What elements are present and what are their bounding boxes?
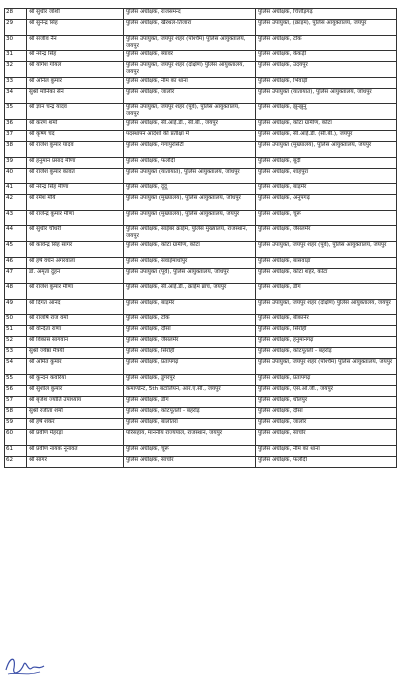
current-posting: पुलिस अधीक्षक, डीग: [124, 396, 256, 407]
current-posting: पुलिस अधीक्षक, कोटपूतली - बहरोड़: [124, 407, 256, 418]
officer-name: श्री अनिल कुमार: [27, 77, 124, 88]
table-row: [5, 407, 397, 418]
table-row: [5, 62, 397, 78]
new-posting: पुलिस अधीक्षक, टोंक: [256, 35, 397, 51]
table-row: [5, 226, 397, 242]
row-number: 36: [5, 119, 27, 130]
row-number: 60: [5, 429, 27, 445]
current-posting: पुलिस अधीक्षक, फलौदी: [124, 157, 256, 168]
current-posting: पुलिस अधीक्षक, ब्यावर: [124, 51, 256, 62]
current-posting: पुलिस अधीक्षक, सिरोही: [124, 348, 256, 359]
row-number: 31: [5, 51, 27, 62]
table-row: [5, 315, 397, 326]
new-posting: पुलिस अधीक्षक, नीम का थाना: [256, 445, 397, 456]
table-row: [5, 359, 397, 375]
new-posting: पुलिस अधीक्षक, चित्तौड़गढ़: [256, 9, 397, 20]
row-number: 46: [5, 257, 27, 268]
table-row: [5, 20, 397, 36]
row-number: 45: [5, 241, 27, 257]
row-number: 40: [5, 168, 27, 184]
row-number: 57: [5, 396, 27, 407]
table-row: [5, 9, 397, 20]
row-number: 34: [5, 88, 27, 104]
table-row: [5, 157, 397, 168]
new-posting: पुलिस अधीक्षक, बांसवाड़ा: [256, 257, 397, 268]
table-row: [5, 88, 397, 104]
officer-name: श्री दिगंत आनंद: [27, 299, 124, 315]
officer-name: श्री राजेन्द्र कुमार मीणा: [27, 210, 124, 226]
table-row: [5, 119, 397, 130]
table-row: [5, 141, 397, 157]
current-posting: पुलिस अधीक्षक, टोंक: [124, 315, 256, 326]
current-posting: पुलिस अधीक्षक, जालोर: [124, 88, 256, 104]
officer-name: श्री राजेश कुमार यादव: [27, 141, 124, 157]
current-posting: पुलिस अधीक्षक, कोटा ग्रामीण, कोटा: [124, 241, 256, 257]
row-number: 51: [5, 326, 27, 337]
current-posting: पुलिस अधीक्षक, नीम का थाना: [124, 77, 256, 88]
new-posting: पुलिस अधीक्षक, भिवाड़ी: [256, 77, 397, 88]
officer-name: श्री सुशील कुमार: [27, 385, 124, 396]
table-row: [5, 195, 397, 211]
new-posting: पुलिस अधीक्षक, शाहपुरा: [256, 168, 397, 184]
current-posting: पुलिस अधीक्षक, दूदू: [124, 184, 256, 195]
officer-name: श्री योगेश गोयल: [27, 62, 124, 78]
officer-name: श्री वन्दिता राणा: [27, 326, 124, 337]
table-row: [5, 299, 397, 315]
new-posting: पुलिस उपायुक्त (मुख्यालय), पुलिस आयुक्तालय, जयपुर: [256, 141, 397, 157]
officer-name: श्री कृष्ण चंद: [27, 130, 124, 141]
officer-name: श्री रमेश मौर्य: [27, 195, 124, 211]
officer-name: श्री कुन्दन कंवरिया: [27, 374, 124, 385]
table-row: [5, 396, 397, 407]
new-posting: पुलिस अधीक्षक, उदयपुर: [256, 62, 397, 78]
table-row: [5, 184, 397, 195]
new-posting: पुलिस अधीक्षक, कोटा ग्रामीण, कोटा: [256, 119, 397, 130]
officer-name: सुश्री रंजीता शर्मा: [27, 407, 124, 418]
new-posting: पुलिस अधीक्षक, बाड़मेर: [256, 184, 397, 195]
current-posting: पुलिस अधीक्षक, सी.आई.डी., क्राईम ब्रांच, जयपुर: [124, 284, 256, 300]
table-row: [5, 445, 397, 456]
row-number: 53: [5, 348, 27, 359]
new-posting: पुलिस अधीक्षक, धौलपुर: [256, 396, 397, 407]
officer-name: श्री राजेश कुमार मीणा: [27, 284, 124, 300]
table-row: [5, 241, 397, 257]
current-posting: परिसहाय, माननीय राज्यपाल, राजस्थान, जयपुर: [124, 429, 256, 445]
table-row: [5, 348, 397, 359]
officer-name: श्री नरेन्द्र सिंह: [27, 51, 124, 62]
officer-name: श्री ज्ञान चन्द्र यादव: [27, 104, 124, 120]
row-number: 41: [5, 184, 27, 195]
current-posting: पुलिस अधीक्षक, साईबर क्राईम, पुलिस मुख्यालय, राजस्थान, जयपुर: [124, 226, 256, 242]
current-posting: पुलिस अधीक्षक, दौसा: [124, 326, 256, 337]
current-posting: पदस्थापन आदेशों की प्रतीक्षा में: [124, 130, 256, 141]
current-posting: पुलिस अधीक्षक, डूंगरपुर: [124, 374, 256, 385]
table-row: [5, 374, 397, 385]
new-posting: पुलिस उपायुक्त, जयपुर शहर (पश्चिम) पुलिस आयुक्तालय, जयपुर: [256, 359, 397, 375]
officer-name: श्री हर्ष शंकर: [27, 418, 124, 429]
current-posting: पुलिस अधीक्षक, जैसलमेर: [124, 337, 256, 348]
row-number: 47: [5, 268, 27, 284]
table-row: [5, 418, 397, 429]
current-posting: पुलिस अधीक्षक, गंगापुरसिटी: [124, 141, 256, 157]
new-posting: पुलिस अधीक्षक, चूरू: [256, 210, 397, 226]
row-number: 55: [5, 374, 27, 385]
new-posting: पुलिस अधीक्षक, कोटा शहर, कोटा: [256, 268, 397, 284]
current-posting: पुलिस अधीक्षक, प्रतापगढ़: [124, 359, 256, 375]
new-posting: पुलिस उपायुक्त, जयपुर शहर (पूर्व), पुलिस आयुक्तालय, जयपुर: [256, 241, 397, 257]
current-posting: पुलिस अधीक्षक, सवाईमाधोपुर: [124, 257, 256, 268]
new-posting: पुलिस अधीक्षक, कोटपूतली - बहरोड़: [256, 348, 397, 359]
current-posting: पुलिस उपायुक्त, जयपुर शहर (पूर्व), पुलिस आयुक्तालय, जयपुर: [124, 104, 256, 120]
new-posting: पुलिस अधीक्षक, बूंदी: [256, 157, 397, 168]
row-number: 35: [5, 104, 27, 120]
table-row: [5, 210, 397, 226]
table-row: [5, 257, 397, 268]
transfer-table: [4, 8, 397, 468]
current-posting: पुलिस अधीक्षक, चूरू: [124, 445, 256, 456]
current-posting: पुलिस उपायुक्त (मुख्यालय), पुलिस आयुक्तालय, जयपुर: [124, 210, 256, 226]
table-row: [5, 104, 397, 120]
table-row: [5, 268, 397, 284]
row-number: 43: [5, 210, 27, 226]
current-posting: पुलिस अधीक्षक, बाड़मेर: [124, 299, 256, 315]
new-posting: पुलिस उपायुक्त, जयपुर शहर (दक्षिण) पुलिस आयुक्तालय, जयपुर: [256, 299, 397, 315]
officer-name: श्री कावेन्द्र सिंह सागर: [27, 241, 124, 257]
row-number: 30: [5, 35, 27, 51]
table-row: [5, 456, 397, 467]
current-posting: पुलिस अधीक्षक, खैरथल-तिजारा: [124, 20, 256, 36]
new-posting: पुलिस उपायुक्त, (क्राइम), पुलिस आयुक्तालय, जयपुर: [256, 20, 397, 36]
officer-name: श्री प्रवीण नायक नूनावत: [27, 445, 124, 456]
current-posting: पुलिस अधीक्षक, राजसमन्द: [124, 9, 256, 20]
current-posting: पुलिस अधीक्षक, सी.आई.डी., सी.बी., जयपुर: [124, 119, 256, 130]
new-posting: पुलिस अधीक्षक, फलौदी: [256, 456, 397, 467]
row-number: 62: [5, 456, 27, 467]
officer-name: सुश्री ज्येष्ठा मैत्रयी: [27, 348, 124, 359]
row-number: 49: [5, 299, 27, 315]
table-row: [5, 429, 397, 445]
table-row: [5, 51, 397, 62]
current-posting: पुलिस उपायुक्त, जयपुर शहर (पश्चिम) पुलिस आयुक्तालय, जयपुर: [124, 35, 256, 51]
table-row: [5, 35, 397, 51]
officer-name: श्री हनुमान प्रसाद मीणा: [27, 157, 124, 168]
current-posting: पुलिस उपायुक्त (यातायात), पुलिस आयुक्तालय, जोधपुर: [124, 168, 256, 184]
new-posting: पुलिस अधीक्षक, जालोर: [256, 418, 397, 429]
table-row: [5, 385, 397, 396]
row-number: 59: [5, 418, 27, 429]
new-posting: पुलिस अधीक्षक, सांचोर: [256, 429, 397, 445]
new-posting: पुलिस अधीक्षक, झुन्झुनू: [256, 104, 397, 120]
officer-name: श्री नरेन्द्र सिंह मीणा: [27, 184, 124, 195]
row-number: 29: [5, 20, 27, 36]
row-number: 42: [5, 195, 27, 211]
officer-name: श्री बृजेश ज्योति उपाध्याय: [27, 396, 124, 407]
officer-name: श्री प्रवीण मेहरड़ा: [27, 429, 124, 445]
row-number: 32: [5, 62, 27, 78]
new-posting: पुलिस अधीक्षक, केकड़ी: [256, 51, 397, 62]
new-posting: पुलिस अधीक्षक, एस.ओ.जी., जयपुर: [256, 385, 397, 396]
row-number: 54: [5, 359, 27, 375]
new-posting: पुलिस अधीक्षक, दौसा: [256, 407, 397, 418]
new-posting: पुलिस अधीक्षक, प्रतापगढ़: [256, 374, 397, 385]
new-posting: पुलिस अधीक्षक, जैसलमेर: [256, 226, 397, 242]
row-number: 58: [5, 407, 27, 418]
signature-mark: [2, 650, 50, 680]
officer-name: श्री विकास सांगवान: [27, 337, 124, 348]
current-posting: पुलिस अधीक्षक, बालोतरा: [124, 418, 256, 429]
row-number: 38: [5, 141, 27, 157]
officer-name: श्री अमित कुमार: [27, 359, 124, 375]
new-posting: पुलिस उपायुक्त (यातायात), पुलिस आयुक्तालय, जोधपुर: [256, 88, 397, 104]
new-posting: पुलिस अधीक्षक, डीग: [256, 284, 397, 300]
current-posting: कमाण्डेन्ट, 5th बटालियन, आर.ए.सी., जयपुर: [124, 385, 256, 396]
new-posting: पुलिस अधीक्षक, सिरोही: [256, 326, 397, 337]
officer-name: श्री करण शर्मा: [27, 119, 124, 130]
officer-name: सुश्री मोनिका सेन: [27, 88, 124, 104]
new-posting: पुलिस अधीक्षक, बीकानेर: [256, 315, 397, 326]
officer-name: श्री संजीव नैन: [27, 35, 124, 51]
officer-name: श्री सुधीर जोशी: [27, 9, 124, 20]
row-number: 28: [5, 9, 27, 20]
table-row: [5, 284, 397, 300]
officer-name: श्री सागर: [27, 456, 124, 467]
new-posting: पुलिस अधीक्षक, हनुमानगढ़: [256, 337, 397, 348]
row-number: 52: [5, 337, 27, 348]
current-posting: पुलिस उपायुक्त (पूर्व), पुलिस आयुक्तालय, जोधपुर: [124, 268, 256, 284]
table-row: [5, 77, 397, 88]
row-number: 44: [5, 226, 27, 242]
officer-name: डॉ. अमृता दुहन: [27, 268, 124, 284]
row-number: 48: [5, 284, 27, 300]
table-row: [5, 130, 397, 141]
officer-name: श्री राजर्षि राज वर्मा: [27, 315, 124, 326]
table-row: [5, 326, 397, 337]
table-row: [5, 337, 397, 348]
new-posting: पुलिस अधीक्षक, सी.आई.डी. (सी.बी.), जयपुर: [256, 130, 397, 141]
table-row: [5, 168, 397, 184]
row-number: 61: [5, 445, 27, 456]
row-number: 33: [5, 77, 27, 88]
officer-name: श्री सुधीर चौधरी: [27, 226, 124, 242]
officer-name: श्री सुनेन्द्र सिंह: [27, 20, 124, 36]
row-number: 39: [5, 157, 27, 168]
current-posting: पुलिस उपायुक्त, जयपुर शहर (दक्षिण) पुलिस आयुक्तालय, जयपुर: [124, 62, 256, 78]
current-posting: पुलिस उपायुक्त (मुख्यालय), पुलिस आयुक्तालय, जोधपुर: [124, 195, 256, 211]
row-number: 37: [5, 130, 27, 141]
officer-name: श्री हर्ष वर्धन अगरवाला: [27, 257, 124, 268]
row-number: 56: [5, 385, 27, 396]
new-posting: पुलिस अधीक्षक, अनूपगढ़: [256, 195, 397, 211]
row-number: 50: [5, 315, 27, 326]
officer-name: श्री राजेश कुमार कांवत: [27, 168, 124, 184]
current-posting: पुलिस अधीक्षक, सांचोर: [124, 456, 256, 467]
